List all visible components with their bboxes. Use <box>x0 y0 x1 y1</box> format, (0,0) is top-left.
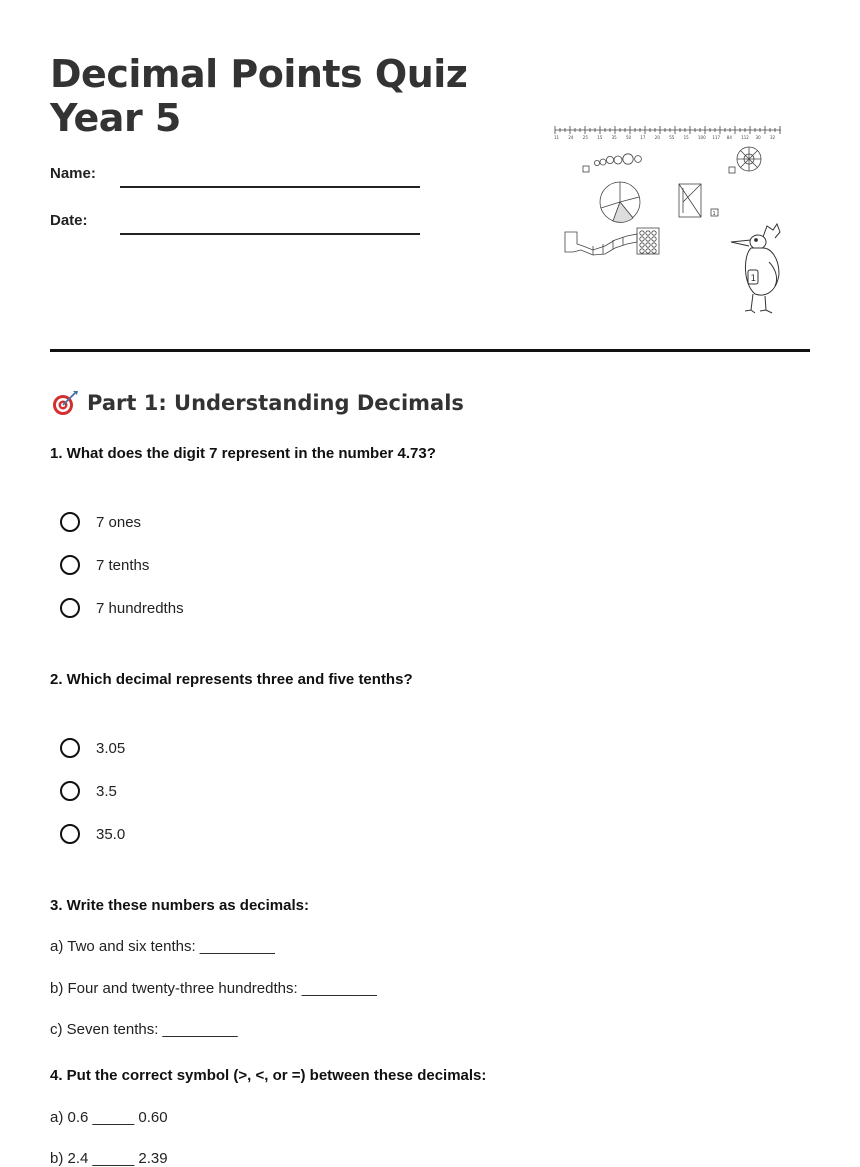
radio-button[interactable] <box>60 598 80 618</box>
q2-option-1[interactable] <box>60 738 125 758</box>
q1-option-1[interactable] <box>60 512 141 532</box>
number-line-label: 50 <box>626 135 632 140</box>
q4-item-b[interactable]: b) 2.4 _____ 2.39 <box>50 1150 168 1167</box>
title-line-1: Decimal Points Quiz <box>50 52 468 96</box>
target-dart-icon <box>50 390 80 416</box>
option-label: 7 ones <box>96 513 142 531</box>
grid-counter <box>640 231 644 235</box>
question-1: 1. What does the digit 7 represent in the number 4.73? <box>50 445 436 462</box>
fraction-wheel-icon <box>737 147 761 171</box>
option-label: 3.5 <box>96 782 117 800</box>
math-illustration <box>553 122 785 317</box>
number-line-label: 15 <box>597 135 603 140</box>
date-label: Date: <box>50 212 88 229</box>
grid-counter <box>652 231 656 235</box>
name-field[interactable] <box>120 186 420 188</box>
name-label: Name: <box>50 165 96 182</box>
radio-button[interactable] <box>60 738 80 758</box>
small-box-icon <box>583 166 589 172</box>
q4-item-a[interactable]: a) 0.6 _____ 0.60 <box>50 1109 168 1126</box>
radio-button[interactable] <box>60 512 80 532</box>
grid-counter <box>646 231 650 235</box>
question-4: 4. Put the correct symbol (>, <, or =) between these decimals: <box>50 1067 487 1084</box>
digit-box-label: 1 <box>712 211 716 217</box>
number-line-label: 100 <box>698 135 706 140</box>
grid-counter <box>640 237 644 241</box>
number-line-label: 32 <box>770 135 776 140</box>
q2-option-3[interactable] <box>60 824 125 844</box>
pie-chart-icon <box>600 182 640 222</box>
q3-item-c[interactable]: c) Seven tenths: _________ <box>50 1021 238 1038</box>
radio-button[interactable] <box>60 555 80 575</box>
number-line <box>555 126 781 134</box>
grid-counter <box>652 237 656 241</box>
section-title-text: Part 1: Understanding Decimals <box>87 391 464 415</box>
q2-option-2[interactable] <box>60 781 117 801</box>
q3-item-a[interactable]: a) Two and six tenths: _________ <box>50 938 275 955</box>
option-label: 35.0 <box>96 825 126 843</box>
option-label: 7 hundredths <box>96 599 184 617</box>
grid-counter <box>640 243 644 247</box>
q1-option-2[interactable] <box>60 555 149 575</box>
grid-counter <box>652 243 656 247</box>
number-line-label: 15 <box>683 135 689 140</box>
q3-item-b[interactable]: b) Four and twenty-three hundredths: _________ <box>50 980 377 997</box>
date-field[interactable] <box>120 233 420 235</box>
number-line-label: 55 <box>669 135 675 140</box>
option-label: 3.05 <box>96 739 126 757</box>
number-line-label: 17 <box>640 135 646 140</box>
number-line-label: 24 <box>568 135 574 140</box>
fraction-box-icon <box>679 184 701 217</box>
number-line-label: 11 <box>554 135 560 140</box>
radio-button[interactable] <box>60 781 80 801</box>
header-divider <box>50 349 810 352</box>
number-line-label: 30 <box>755 135 761 140</box>
number-line-label: 20 <box>654 135 660 140</box>
question-2: 2. Which decimal represents three and five tenths? <box>50 671 413 688</box>
snake-path-icon <box>565 232 637 255</box>
grid-counter <box>646 243 650 247</box>
coins-icon <box>594 154 641 166</box>
grid-counter <box>646 249 650 253</box>
number-line-label: 117 <box>712 135 721 140</box>
title-line-2: Year 5 <box>50 96 181 140</box>
small-box-icon <box>729 167 735 173</box>
grid-counter <box>640 249 644 253</box>
radio-button[interactable] <box>60 824 80 844</box>
number-line-label: 35 <box>611 135 617 140</box>
question-3: 3. Write these numbers as decimals: <box>50 897 309 914</box>
section-title-part-1 <box>50 390 464 416</box>
number-line-label: 84 <box>726 135 732 140</box>
number-line-label: 25 <box>582 135 588 140</box>
option-label: 7 tenths <box>96 556 150 574</box>
q1-option-3[interactable] <box>60 598 184 618</box>
grid-counter <box>652 249 656 253</box>
grid-counter <box>646 237 650 241</box>
bird-sign-label: 1 <box>750 274 757 284</box>
number-line-label: 112 <box>741 135 749 140</box>
cartoon-bird-icon <box>731 224 780 313</box>
page-title <box>50 52 467 140</box>
counting-grid-icon <box>637 228 659 254</box>
